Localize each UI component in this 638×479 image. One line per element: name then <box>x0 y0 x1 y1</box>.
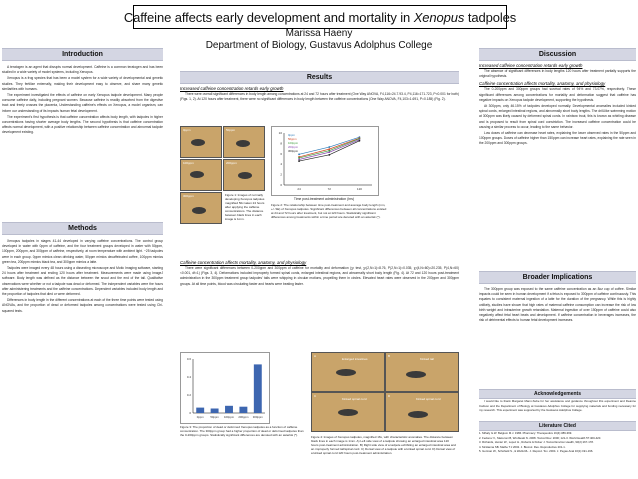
line-chart-svg <box>272 127 378 195</box>
figure-4 <box>311 352 457 432</box>
data-point <box>298 160 300 162</box>
poster-title: Caffeine affects early development and mortality in Xenopus tadpoles <box>123 9 517 25</box>
ack-text: I would like to thank Margaret Mann-Sube for her assistance and guidance throughout this experiment and Deanne Carlson and the Department of Biology at Gustavus Adolphus College for supplying materials and funding necessary for my research. This experiment was supported by the Gustavus Adolphus College. <box>479 399 636 413</box>
results-sub1: Increased caffeine concentration retards early growth <box>180 86 284 91</box>
y-tick-label: 0 <box>280 183 282 187</box>
fig1-caption: Figure 1: Images of normally developing Xenopus tadpoles magnified 50x taken 24 hours after applying the caffeine concentrations. The distance between black lines in each image is 1mm. <box>225 193 265 221</box>
data-point <box>328 154 330 156</box>
x-tick-label: 100ppm <box>223 415 235 419</box>
data-point <box>298 159 300 161</box>
fig4-photo-c: C Kinked spinal cord <box>311 392 385 432</box>
broader-text: The 300ppm group was exposed to the same caffeine concentration as an 8oz cup of coffee. Similar impacts could be seen in human development if a fetus is exposed to 300ppm of caffeine continuously. This equates to consistent maternal ingestion of a latte for the duration of the pregnancy. While this is highly unlikely, studies have shown that high rates of maternal caffeine consumption can increase the risk of low birth weight and intrauterine growth retardation. Maternal ingestion of over 150ppm of caffeine could also negatively affect fetal heart beats and development. If caffeine concentration in beverages increases, the risk of detrimental effects to human fetal development increases. <box>479 287 636 323</box>
discussion-text1: The absence of significant differences in body lengths 120 hours after treatment partially supports the original hypothesis. <box>479 69 636 79</box>
methods-text: Xenopus tadpoles in stages 41-44 developed in varying caffeine concentrations. The control group developed in water with 0ppm of caffeine, and the four treatment groups developed in water with 50ppm, 100ppm, 200ppm, and 300ppm of caffeine, respectively, at room temperature with ambient light. ~25 tadpoles were in each group. 0ppm mimics clean drinking water, 50ppm mimics decaffeinated coffee, 100ppm mimics green tea, 200ppm mimics black tea, and 300ppm mimics a latte. Tadpoles were imaged every 48 hours using a dissecting microscope and Motic Imaging software, starting 24 hours after treatment and ending 120 hours after treatment. Measurements were made using ImageJ software. Body length was defined as the distance between the snout and the end of the tail. Qualitative observations were whether or not a tadpole was dead or deformed. The independent variables were the hours after administering treatments and the caffeine concentrations. Dependent variables included body length and the proportion of tadpoles that died or were deformed. Differences in body length in the different concentrations at each of the three time points were tested using ANOVAs, and the proportion of dead or deformed tadpoles among concentrations were tested using Chi-squared tests. <box>2 239 163 313</box>
x-tick-label: 50ppm <box>210 415 219 419</box>
x-tick-label: 200ppm <box>238 415 249 419</box>
x-tick-label: 300ppm <box>252 415 263 419</box>
discussion-sub2: Caffeine concentration affects mortality, anatomy, and physiology <box>479 81 606 87</box>
legend-entry: 100ppm <box>288 141 299 145</box>
affiliation: Department of Biology, Gustavus Adolphus College <box>205 40 433 51</box>
fig1-photo-0: 0ppm <box>180 126 222 158</box>
results-sub2: Caffeine concentration affects mortality, anatomy, and physiology <box>180 260 307 265</box>
lit-item: 1. Mihaly G.W. Belgium M.J. 1986. Pharmacy: Therapeutics 16(4):389-399. <box>479 431 573 435</box>
author-block <box>190 28 448 52</box>
ack-heading: Acknowledgements <box>479 389 636 399</box>
data-point <box>359 140 361 142</box>
results-text1: There were overall significant differences in body length among concentrations at 24 and 72 hours after treatment (One Way ANOVA, F4,116=24.7.93.4, P4,116=171.723, P<0.001 for both) (Figs. 1, 2). At 120 hours after treatment, there were no significant differences in body length between the caffeine concentrations (One Way ANOVA, F4,103=1.691, P=0.185) (Fig. 2). <box>180 92 459 102</box>
discussion-heading: Discussion <box>479 48 636 61</box>
y-tick-label: 10 <box>278 131 282 135</box>
intro-text: A teratogen is an agent that disrupts normal development. Caffeine is a common teratogen and has been studied in a wide variety of model systems, including Xenopus. Xenopus is a frog species that has been a model system for a wide variety of developmental and genetic studies. They fertilize externally, making their development easy to observe, and share many genetic similarities with humans. The experiment investigated the effects of caffeine on early Xenopus tadpole development. Many people consume caffeine daily, including pregnant women. Because caffeine is readily absorbed from the digestive tract and freely crosses the placenta, Understanding caffeine's effects on Xenopus, a model organism, can inform our understanding of its impacts human fetal development. The experiment's first hypothesis is that caffeine concentration affects body length, with tadpoles in higher concentrations having shorter average body lengths. The second hypothesis is that caffeine concentration affects normal development, with a positive relationship between caffeine concentration and abnormal tadpole development existing. <box>2 65 163 135</box>
fig1-photo-2: 100ppm <box>180 159 222 191</box>
data-point <box>298 153 300 155</box>
lit-list <box>479 431 636 454</box>
discussion-text2: The 0-200ppm and 300ppm groups had survival rates of 94% and 73.07%, respectively. These significant differences among concentrations for mortality and deformation suggest that caffeine has negative impacts on Xenopus tadpole development, supporting the hypothesis. At 300ppm, only 46.15% of tadpoles developed normally. Developmental anomalies included kinked spinal cords, enlarged intestinal regions, and abnormally short body lengths. The drill-like swimming motion at 300ppm was likely caused by deformed spinal cords. In rainbow trout, this is known as whirling disease and is proposed to result from spinal cord constriction. The increased caffeine concentration could be causing a similar process to occur, leading to the same behavior. Low doses of caffeine can decrease heart rates, explaining the lower observed rates in the 50ppm and 100ppm groups. Doses of caffeine higher than 150ppm can increase heart rates, explaining the rate seen in the 200ppm and 300ppm groups. <box>479 87 637 146</box>
fig1-photo-4: 300ppm <box>180 192 222 224</box>
y-tick-label: 0 <box>189 411 191 415</box>
broader-heading: Broader Implications <box>479 271 636 284</box>
x-tick-label: 72 <box>327 187 331 191</box>
results-text2: There were significant differences between 0-200ppm and 300ppm of caffeine for mortality and deformation (χ² test, χ²(2,N=1)=8.76, P(2,N=1)=0.035, χ²(4,N=60)=20.235, P(4,N=60)<0.001, df=1) (Figs. 3, 4). Deformations included improperly formed spinal cords, enlarged intestinal regions, and abnormally short body length (Fig. 4). At 72 and 120 hours post-treatment administration in the 300ppm treatment group tadpoles' tails were whipping in circular motions, propelling them in circles. Elevated heart rates were observed in the 200ppm and 300ppm groups. At all time points, blood was circulating faster and hearts were beating faster. <box>180 266 459 286</box>
fig2-caption: Figure 2: The relationship between time post-treatment and average body length (mm, +/- SE) of Xenopus tadpoles. Significant differences between all concentrations existed at 24 and 72 hours after treatment, but not at 120 hours. Statistically significant differences among treatments within a time period are denoted with an asterisk (*). <box>271 203 387 219</box>
ack-column <box>479 389 636 414</box>
figure-2-chart <box>271 126 379 196</box>
fig3-caption: Figure 3: The proportion of dead or deformed Xenopus tadpoles as a function of caffeine concentration. The 300ppm group had a higher proportion of dead or deformed tadpoles than the 0-200ppm groups. Statistically significant differences are denoted with an asterisk (*). <box>180 425 304 437</box>
results-heading: Results <box>180 71 459 84</box>
fig2-xlabel: Time post-treatment administration (hrs) <box>293 197 355 201</box>
y-tick-label: 8 <box>280 141 282 146</box>
fig4-photo-a: A Enlarged intestines <box>311 352 385 392</box>
lit-column <box>479 421 636 454</box>
results-column <box>180 71 459 103</box>
author-name: Marissa Haeny <box>285 28 353 39</box>
discussion-sub1: Increased caffeine concentration retards early growth <box>479 63 583 68</box>
lit-heading: Literature Cited <box>479 421 636 431</box>
bar <box>225 406 233 413</box>
bar <box>254 364 262 413</box>
results-part2 <box>180 258 459 288</box>
x-tick-label: 120 <box>356 187 362 191</box>
fig1-photo-1: 50ppm <box>223 126 265 158</box>
y-tick-label: 4 <box>280 162 282 167</box>
lit-item: 5. Gorman W., Schofield S., & Wells RL. J. Reprod. Tox. 2004. J. Pegas Anal 16(1):191-196. <box>479 449 594 454</box>
figure-1 <box>180 126 264 256</box>
y-tick-label: 0.4 <box>186 375 191 379</box>
intro-heading: Introduction <box>2 48 163 61</box>
right-column <box>479 48 636 148</box>
fig4-photo-d: D Kinked spinal cord <box>385 392 459 432</box>
left-column <box>2 48 163 137</box>
data-point <box>328 148 330 150</box>
bar <box>196 408 204 413</box>
y-tick-label: 2 <box>280 172 282 177</box>
lit-item: 2. Fedorov V., Mazeroni B, Wrobleski N. 2008. Toxicol Rev. 2000; 121-3. World Health 57:400-420. <box>479 435 602 440</box>
legend-entry: 50ppm <box>288 137 297 141</box>
bar <box>211 409 219 414</box>
legend-entry: 200ppm <box>288 145 299 149</box>
data-point <box>328 146 330 148</box>
title-box <box>123 5 517 29</box>
bar-chart-svg <box>181 353 269 423</box>
y-tick-label: 0.2 <box>186 393 191 397</box>
broader-column <box>479 271 636 324</box>
x-tick-label: 24 <box>297 187 301 191</box>
y-tick-label: 6 <box>280 151 282 156</box>
legend-entry: 300ppm <box>288 149 299 153</box>
y-tick-label: 0.6 <box>186 357 191 361</box>
fig4-photo-b: B Kinked tail <box>385 352 459 392</box>
bar <box>239 407 247 413</box>
figure-3-chart <box>180 352 270 424</box>
x-tick-label: 0ppm <box>196 415 204 419</box>
data-point <box>328 150 330 152</box>
lit-item: 3. Richards, Hunter W., Lopez H., Roberts & Kicker J. Toxicol Environ Health, 93(2):167-178. <box>479 440 594 445</box>
lit-item: 4. McHanna SB. Mathe T.J 2002. J. Biomol. Res. Reproductive 201-1. <box>479 444 566 449</box>
methods-column <box>2 222 163 315</box>
methods-heading: Methods <box>2 222 163 235</box>
data-point <box>328 151 330 153</box>
fig4-caption: Figure 4: Images of Xenopus tadpoles, magnified 16x, with characteristic anomalies. The distance between black lines in each image is 1mm. A) Left side view of a tadpole showing an enlarged intestinal area 120 hours post-treatment administration. B) Right side view of a tadpole exhibiting an enlarged intestinal area and an improperly formed tail/spinal cord. C) Dorsal view of a tadpole with a kinked spinal cord. D) Dorsal view of a kinked spinal cord 120 hours post-treatment administration. <box>311 435 456 455</box>
data-point <box>298 157 300 159</box>
legend-entry: 0ppm <box>288 133 295 137</box>
fig1-photo-3: 200ppm <box>223 159 265 191</box>
